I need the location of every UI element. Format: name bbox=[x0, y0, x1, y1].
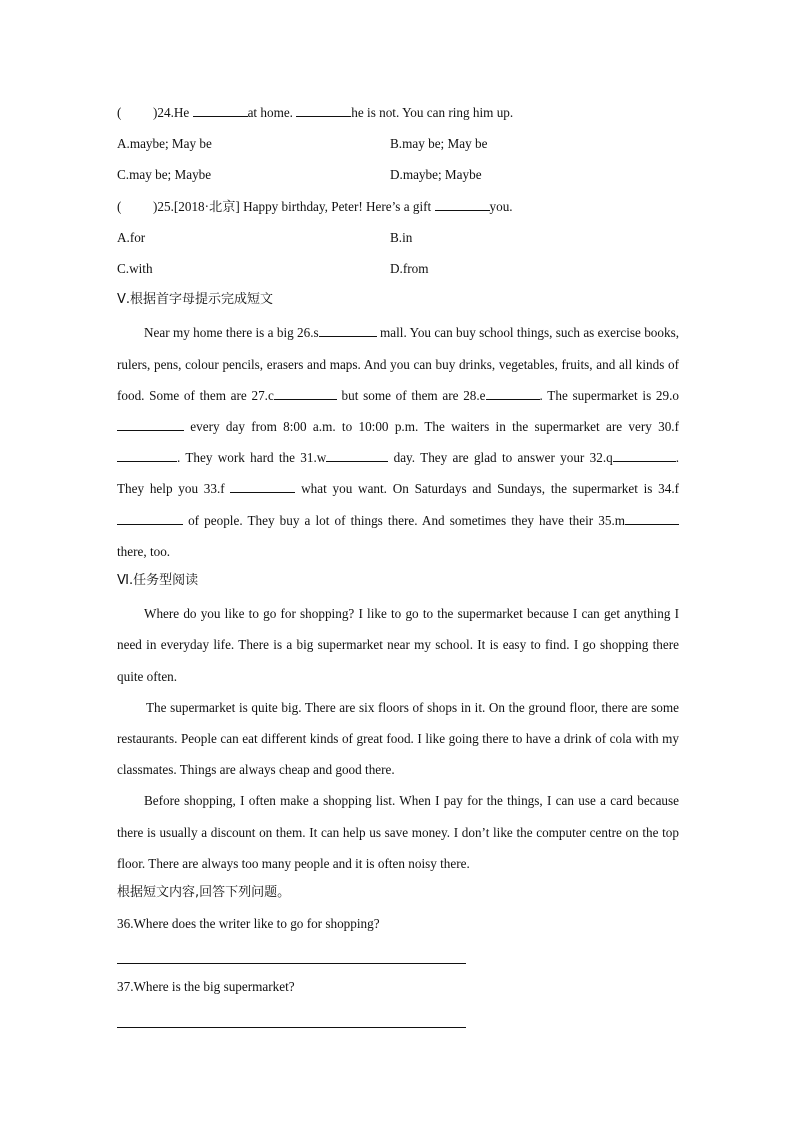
worksheet-page bbox=[117, 99, 679, 1037]
section-6-instruction: 根据短文内容,回答下列问题。 bbox=[117, 884, 291, 900]
blank-31[interactable] bbox=[326, 449, 388, 462]
question-24-options-row1 bbox=[117, 130, 679, 161]
blank-24b[interactable] bbox=[296, 104, 351, 117]
option-d[interactable]: D.from bbox=[390, 260, 429, 276]
question-24: ( )24.He at home. he is not. You can ring him up. bbox=[117, 99, 679, 130]
section-5-heading: Ⅴ.根据首字母提示完成短文 bbox=[117, 292, 274, 308]
blank-27[interactable] bbox=[274, 387, 337, 400]
question-25-options-row1 bbox=[117, 224, 679, 255]
blank-34[interactable] bbox=[117, 512, 183, 525]
blank-24a[interactable] bbox=[193, 104, 248, 117]
blank-32[interactable] bbox=[613, 449, 676, 462]
option-c[interactable]: C.with bbox=[117, 260, 153, 276]
option-b[interactable]: B.in bbox=[390, 229, 413, 245]
reading-paragraph-2: The supermarket is quite big. There are six floors of shops in it. On the ground floor, there are some restaurants. People can eat different kinds of great food. I like going there to have a drink of cola with my classmates. Things are always cheap and good there. bbox=[117, 699, 679, 778]
answer-bracket[interactable]: ( bbox=[117, 198, 122, 214]
option-d[interactable]: D.maybe; Maybe bbox=[390, 167, 482, 183]
blank-33[interactable] bbox=[230, 480, 295, 493]
answer-line-36[interactable] bbox=[117, 941, 466, 964]
option-a[interactable]: A.maybe; May be bbox=[117, 136, 212, 152]
blank-25[interactable] bbox=[435, 198, 490, 211]
question-37: 37.Where is the big supermarket? bbox=[117, 979, 295, 995]
blank-29[interactable] bbox=[117, 418, 184, 431]
answer-bracket[interactable]: ( bbox=[117, 105, 122, 120]
answer-line-37[interactable] bbox=[117, 1005, 466, 1028]
option-c[interactable]: C.may be; Maybe bbox=[117, 167, 212, 183]
reading-paragraph-3: Before shopping, I often make a shopping list. When I pay for the things, I can use a card because there is usually a discount on them. It can help us save money. I don’t like the computer centre on the top floor. There are always too many people and it is often noisy there. bbox=[117, 793, 679, 871]
blank-30[interactable] bbox=[117, 449, 177, 462]
option-a[interactable]: A.for bbox=[117, 229, 146, 245]
blank-35[interactable] bbox=[625, 512, 679, 525]
question-24-options-row2 bbox=[117, 161, 679, 192]
question-36: 36.Where does the writer like to go for shopping? bbox=[117, 916, 380, 932]
question-25: ( )25.[2018·北京] Happy birthday, Peter! Here’s a gift you. bbox=[117, 193, 679, 224]
question-25-options-row2 bbox=[117, 255, 679, 286]
option-b[interactable]: B.may be; May be bbox=[390, 136, 488, 152]
blank-28[interactable] bbox=[486, 387, 540, 400]
section-6-heading: Ⅵ.任务型阅读 bbox=[117, 572, 199, 588]
cloze-passage: Near my home there is a big 26.s mall. You can buy school things, such as exercise books, rulers, pens, colour pencils, erasers and maps. And you can buy drinks, vegetables, fruits, and all kinds of food. Some of them are 27.c but some of them are 28.e . The supermarket is 29.o every day from 8:00 a.m. to 10:00 p.m. The waiters in the supermarket are very 30.f. They work hard the 31.w day. They are glad to answer your 32.q . They help you 33.f what you want. On Saturdays and Sundays, the supermarket is 34.f of people. They buy a lot of things there. And sometimes they have their 35.m there, too. bbox=[117, 325, 680, 559]
reading-paragraph-1: Where do you like to go for shopping? I like to go to the supermarket because I can get anything I need in everyday life. There is a big supermarket near my school. It is easy to find. I go shopping there quite often. bbox=[117, 606, 679, 684]
blank-26[interactable] bbox=[319, 324, 377, 337]
